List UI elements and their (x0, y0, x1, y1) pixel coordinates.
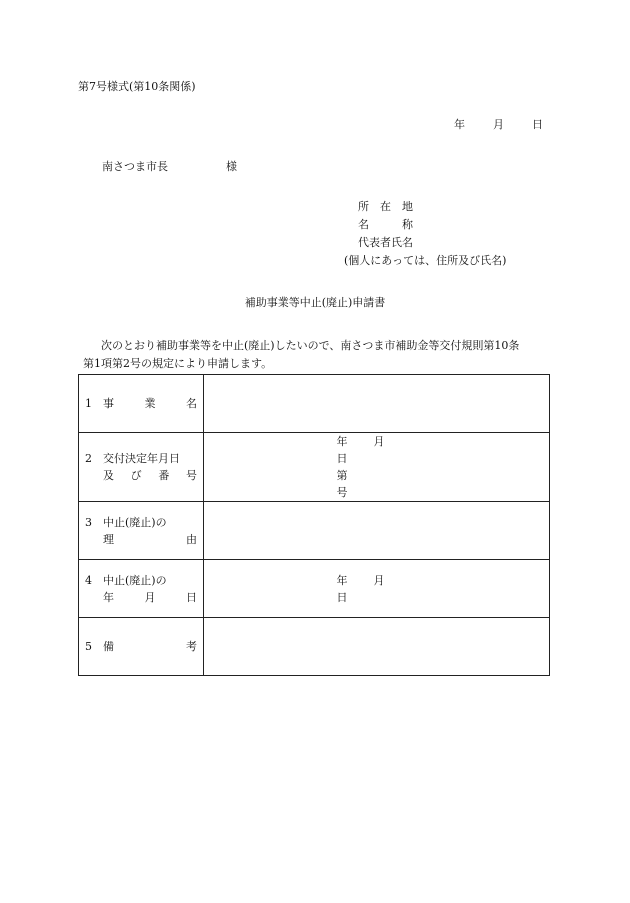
label-char: 番 (158, 469, 170, 482)
application-table (78, 374, 550, 676)
body-line-1: 次のとおり補助事業等を中止(廃止)したいので、南さつま市補助金等交付規則第10条 (101, 339, 520, 352)
body-text (83, 337, 553, 373)
label-char: 備 (103, 640, 114, 653)
label-char: 号 (185, 469, 197, 482)
value-year: 年 (336, 435, 348, 448)
value-year: 年 (336, 573, 348, 587)
label-char: 業 (144, 397, 156, 410)
label-char: 及 (103, 469, 114, 482)
cancellation-date-field[interactable] (204, 560, 550, 618)
grant-decision-field[interactable] (204, 433, 550, 502)
label-line: 中止(廃止)の (103, 515, 167, 529)
table-row (79, 375, 550, 433)
value-go: 号 (336, 486, 348, 499)
form-number: 第7号様式(第10条関係) (78, 80, 196, 93)
document-title: 補助事業等中止(廃止)申請書 (244, 296, 386, 309)
date-year-label: 年 (454, 118, 465, 131)
label-char: 考 (186, 640, 197, 653)
location-label: 所 在 地 (358, 200, 413, 213)
row-number: 1 (85, 397, 92, 410)
individual-note: (個人にあっては、住所及び氏名) (344, 254, 507, 267)
row-label (79, 560, 204, 618)
row-label (79, 502, 204, 560)
value-dai: 第 (336, 469, 348, 482)
value-day: 日 (336, 590, 348, 604)
date-day-label: 日 (532, 118, 543, 131)
label-char: び (130, 469, 142, 482)
value-month: 月 (373, 573, 385, 587)
date-month-label: 月 (493, 118, 504, 131)
label-char: 年 (103, 590, 114, 604)
row-number: 3 (85, 515, 92, 529)
table-row (79, 433, 550, 502)
label-line: 中止(廃止)の (103, 573, 167, 587)
name-label: 名 称 (358, 218, 413, 231)
label-line: 交付決定年月日 (103, 452, 180, 465)
label-char: 名 (186, 397, 197, 410)
table-row (79, 618, 550, 676)
value-day: 日 (336, 452, 348, 465)
body-line-2: 第1項第2号の規定により申請します。 (83, 357, 273, 370)
row-label (79, 433, 204, 502)
reason-field[interactable] (204, 502, 550, 560)
label-char: 月 (144, 590, 156, 604)
label-char: 事 (103, 397, 114, 410)
value-month: 月 (373, 435, 385, 448)
project-name-field[interactable] (204, 375, 550, 433)
addressee-name: 南さつま市長 (102, 160, 168, 173)
submission-date (454, 118, 543, 132)
row-number: 2 (85, 452, 92, 465)
row-number: 5 (85, 640, 92, 653)
applicant-block (344, 200, 507, 272)
table-row (79, 560, 550, 618)
representative-label: 代表者氏名 (358, 236, 413, 249)
remarks-field[interactable] (204, 618, 550, 676)
row-label (79, 375, 204, 433)
label-char: 由 (186, 532, 197, 546)
label-char: 理 (103, 532, 114, 546)
row-number: 4 (85, 573, 92, 587)
addressee (102, 160, 237, 174)
label-char: 日 (186, 590, 197, 604)
table-row (79, 502, 550, 560)
addressee-suffix: 様 (226, 160, 237, 173)
row-label (79, 618, 204, 676)
